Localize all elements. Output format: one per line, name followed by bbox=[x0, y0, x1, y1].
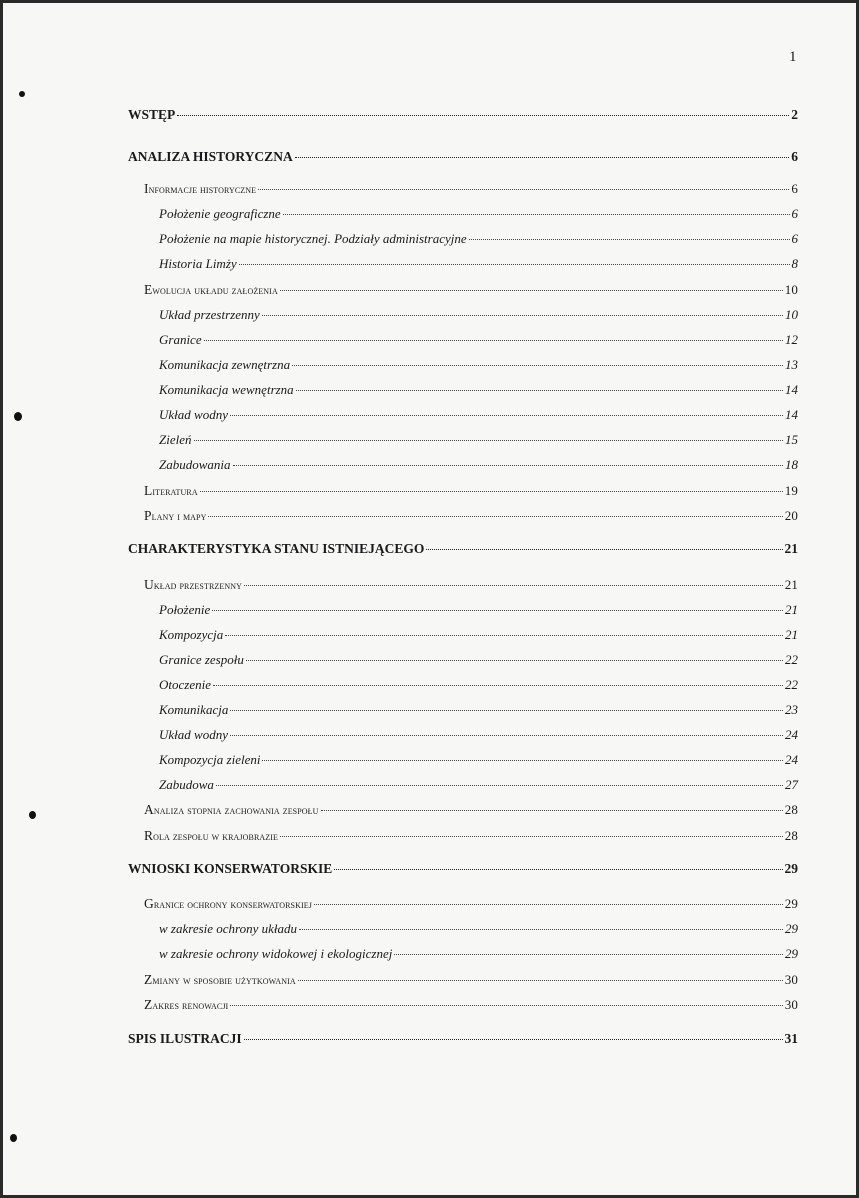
toc-entry bbox=[128, 1031, 798, 1047]
punch-hole bbox=[10, 1134, 17, 1142]
toc-entry bbox=[144, 972, 798, 988]
document-page bbox=[3, 3, 856, 1195]
toc-entry-page: 14 bbox=[785, 382, 798, 397]
toc-entry-page: 22 bbox=[785, 677, 798, 692]
toc-dot-leader bbox=[321, 810, 783, 811]
toc-dot-leader bbox=[225, 635, 783, 636]
toc-entry-title: Położenie bbox=[159, 602, 211, 617]
toc-entry-page: 10 bbox=[784, 282, 798, 297]
toc-entry-title: Informacje historyczne bbox=[144, 181, 257, 196]
toc-entry bbox=[159, 307, 798, 323]
toc-entry-title: SPIS ILUSTRACJI bbox=[128, 1031, 242, 1046]
toc-entry bbox=[144, 181, 798, 197]
toc-entry-page: 21 bbox=[784, 541, 798, 556]
toc-entry-title: Komunikacja wewnętrzna bbox=[159, 382, 294, 397]
toc-entry-title: WSTĘP bbox=[128, 107, 176, 122]
toc-entry-page: 30 bbox=[784, 972, 798, 987]
toc-entry-page: 29 bbox=[784, 861, 798, 876]
toc-entry-title: Historia Limży bbox=[159, 256, 237, 271]
toc-dot-leader bbox=[292, 365, 783, 366]
toc-entry-page: 22 bbox=[785, 652, 798, 667]
toc-entry-page: 28 bbox=[784, 828, 798, 843]
toc-entry-page: 28 bbox=[784, 802, 798, 817]
toc-entry-page: 29 bbox=[785, 946, 798, 961]
toc-entry-title: WNIOSKI KONSERWATORSKIE bbox=[128, 861, 333, 876]
toc-entry-title: Położenie na mapie historycznej. Podziały administracyjne bbox=[159, 231, 467, 246]
toc-dot-leader bbox=[244, 585, 783, 586]
toc-entry bbox=[144, 577, 798, 593]
toc-entry bbox=[159, 652, 798, 668]
toc-entry bbox=[159, 677, 798, 693]
toc-dot-leader bbox=[239, 264, 790, 265]
toc-dot-leader bbox=[230, 415, 783, 416]
toc-entry-title: Granice bbox=[159, 332, 202, 347]
toc-entry-page: 6 bbox=[791, 206, 798, 221]
toc-dot-leader bbox=[314, 904, 783, 905]
toc-entry-page: 8 bbox=[791, 256, 798, 271]
toc-entry-title: Układ przestrzenny bbox=[144, 577, 242, 592]
toc-entry-title: Położenie geograficzne bbox=[159, 206, 281, 221]
page-number: 1 bbox=[789, 49, 797, 65]
toc-entry-page: 18 bbox=[785, 457, 798, 472]
toc-entry-title: Zabudowania bbox=[159, 457, 231, 472]
toc-dot-leader bbox=[194, 440, 784, 441]
toc-dot-leader bbox=[262, 315, 783, 316]
toc-entry-page: 21 bbox=[784, 577, 798, 592]
toc-dot-leader bbox=[212, 610, 783, 611]
punch-hole bbox=[14, 412, 22, 421]
toc-entry-title: Zieleń bbox=[159, 432, 192, 447]
toc-dot-leader bbox=[299, 929, 783, 930]
toc-dot-leader bbox=[200, 491, 783, 492]
toc-entry bbox=[159, 457, 798, 473]
toc-entry-title: Analiza stopnia zachowania zespołu bbox=[144, 802, 319, 817]
toc-entry-title: Kompozycja zieleni bbox=[159, 752, 261, 767]
toc-entry-page: 27 bbox=[785, 777, 798, 792]
toc-dot-leader bbox=[426, 549, 782, 550]
toc-entry bbox=[128, 107, 798, 123]
toc-dot-leader bbox=[295, 157, 790, 158]
toc-entry-title: Literatura bbox=[144, 483, 198, 498]
toc-entry bbox=[159, 357, 798, 373]
toc-entry bbox=[159, 921, 798, 937]
toc-dot-leader bbox=[258, 189, 789, 190]
toc-entry-page: 19 bbox=[784, 483, 798, 498]
toc-entry-title: Kompozycja bbox=[159, 627, 224, 642]
toc-entry-title: CHARAKTERYSTYKA STANU ISTNIEJĄCEGO bbox=[128, 541, 425, 556]
toc-entry bbox=[159, 432, 798, 448]
toc-entry bbox=[159, 627, 798, 643]
toc-dot-leader bbox=[230, 735, 783, 736]
toc-entry-title: w zakresie ochrony układu bbox=[159, 921, 298, 936]
toc-entry bbox=[159, 946, 798, 962]
toc-entry-page: 21 bbox=[785, 602, 798, 617]
toc-entry-title: Komunikacja zewnętrzna bbox=[159, 357, 291, 372]
toc-entry bbox=[159, 407, 798, 423]
toc-entry-page: 6 bbox=[791, 231, 798, 246]
toc-entry-title: Granice ochrony konserwatorskiej bbox=[144, 896, 312, 911]
toc-entry-page: 14 bbox=[785, 407, 798, 422]
toc-dot-leader bbox=[296, 390, 783, 391]
toc-entry-title: Układ wodny bbox=[159, 727, 228, 742]
toc-entry-page: 20 bbox=[784, 508, 798, 523]
toc-entry-page: 15 bbox=[785, 432, 798, 447]
toc-entry bbox=[128, 861, 798, 877]
toc-dot-leader bbox=[394, 954, 783, 955]
toc-dot-leader bbox=[204, 340, 783, 341]
toc-entry bbox=[159, 727, 798, 743]
toc-dot-leader bbox=[298, 980, 783, 981]
toc-dot-leader bbox=[262, 760, 783, 761]
toc-entry bbox=[159, 231, 798, 247]
toc-entry-title: Zakres renowacji bbox=[144, 997, 229, 1012]
toc-dot-leader bbox=[230, 710, 783, 711]
toc-entry-title: Granice zespołu bbox=[159, 652, 244, 667]
toc-entry bbox=[159, 702, 798, 718]
toc-entry-title: Plany i mapy bbox=[144, 508, 207, 523]
toc-entry bbox=[159, 256, 798, 272]
toc-entry bbox=[144, 896, 798, 912]
toc-entry bbox=[144, 483, 798, 499]
toc-entry-page: 29 bbox=[784, 896, 798, 911]
toc-dot-leader bbox=[244, 1039, 783, 1040]
toc-dot-leader bbox=[230, 1005, 783, 1006]
toc-entry bbox=[144, 802, 798, 818]
toc-entry bbox=[144, 282, 798, 298]
toc-entry-page: 31 bbox=[784, 1031, 798, 1046]
toc-dot-leader bbox=[177, 115, 789, 116]
toc-dot-leader bbox=[334, 869, 782, 870]
toc-entry bbox=[144, 828, 798, 844]
toc-entry-page: 30 bbox=[784, 997, 798, 1012]
toc-dot-leader bbox=[280, 836, 783, 837]
toc-dot-leader bbox=[213, 685, 783, 686]
toc-entry bbox=[159, 752, 798, 768]
toc-entry-page: 21 bbox=[785, 627, 798, 642]
toc-entry-title: Ewolucja układu założenia bbox=[144, 282, 278, 297]
toc-entry-page: 24 bbox=[785, 727, 798, 742]
toc-entry-title: w zakresie ochrony widokowej i ekologicznej bbox=[159, 946, 393, 961]
toc-dot-leader bbox=[280, 290, 783, 291]
toc-entry-page: 23 bbox=[785, 702, 798, 717]
toc-entry-page: 10 bbox=[785, 307, 798, 322]
punch-hole bbox=[29, 811, 36, 819]
toc-entry bbox=[128, 541, 798, 557]
toc-entry-page: 24 bbox=[785, 752, 798, 767]
toc-entry-title: ANALIZA HISTORYCZNA bbox=[128, 149, 293, 164]
toc-dot-leader bbox=[283, 214, 790, 215]
toc-entry-title: Komunikacja bbox=[159, 702, 229, 717]
toc-dot-leader bbox=[233, 465, 783, 466]
toc-entry-title: Rola zespołu w krajobrazie bbox=[144, 828, 279, 843]
toc-dot-leader bbox=[208, 516, 782, 517]
toc-entry bbox=[128, 149, 798, 165]
toc-entry-page: 6 bbox=[791, 149, 798, 164]
toc-dot-leader bbox=[216, 785, 783, 786]
punch-hole bbox=[19, 91, 25, 97]
toc-entry bbox=[159, 382, 798, 398]
toc-entry bbox=[159, 777, 798, 793]
toc-entry-title: Układ wodny bbox=[159, 407, 228, 422]
toc-entry-page: 6 bbox=[791, 181, 798, 196]
toc-entry bbox=[144, 997, 798, 1013]
toc-entry-page: 12 bbox=[785, 332, 798, 347]
toc-dot-leader bbox=[246, 660, 783, 661]
toc-dot-leader bbox=[469, 239, 790, 240]
toc-entry bbox=[159, 206, 798, 222]
toc-entry-page: 2 bbox=[791, 107, 798, 122]
toc-entry-page: 13 bbox=[785, 357, 798, 372]
toc-entry-title: Zabudowa bbox=[159, 777, 214, 792]
toc-entry-page: 29 bbox=[785, 921, 798, 936]
toc-entry-title: Otoczenie bbox=[159, 677, 211, 692]
toc-entry bbox=[159, 602, 798, 618]
toc-entry bbox=[159, 332, 798, 348]
toc-entry-title: Zmiany w sposobie użytkowania bbox=[144, 972, 296, 987]
toc-entry bbox=[144, 508, 798, 524]
toc-entry-title: Układ przestrzenny bbox=[159, 307, 260, 322]
